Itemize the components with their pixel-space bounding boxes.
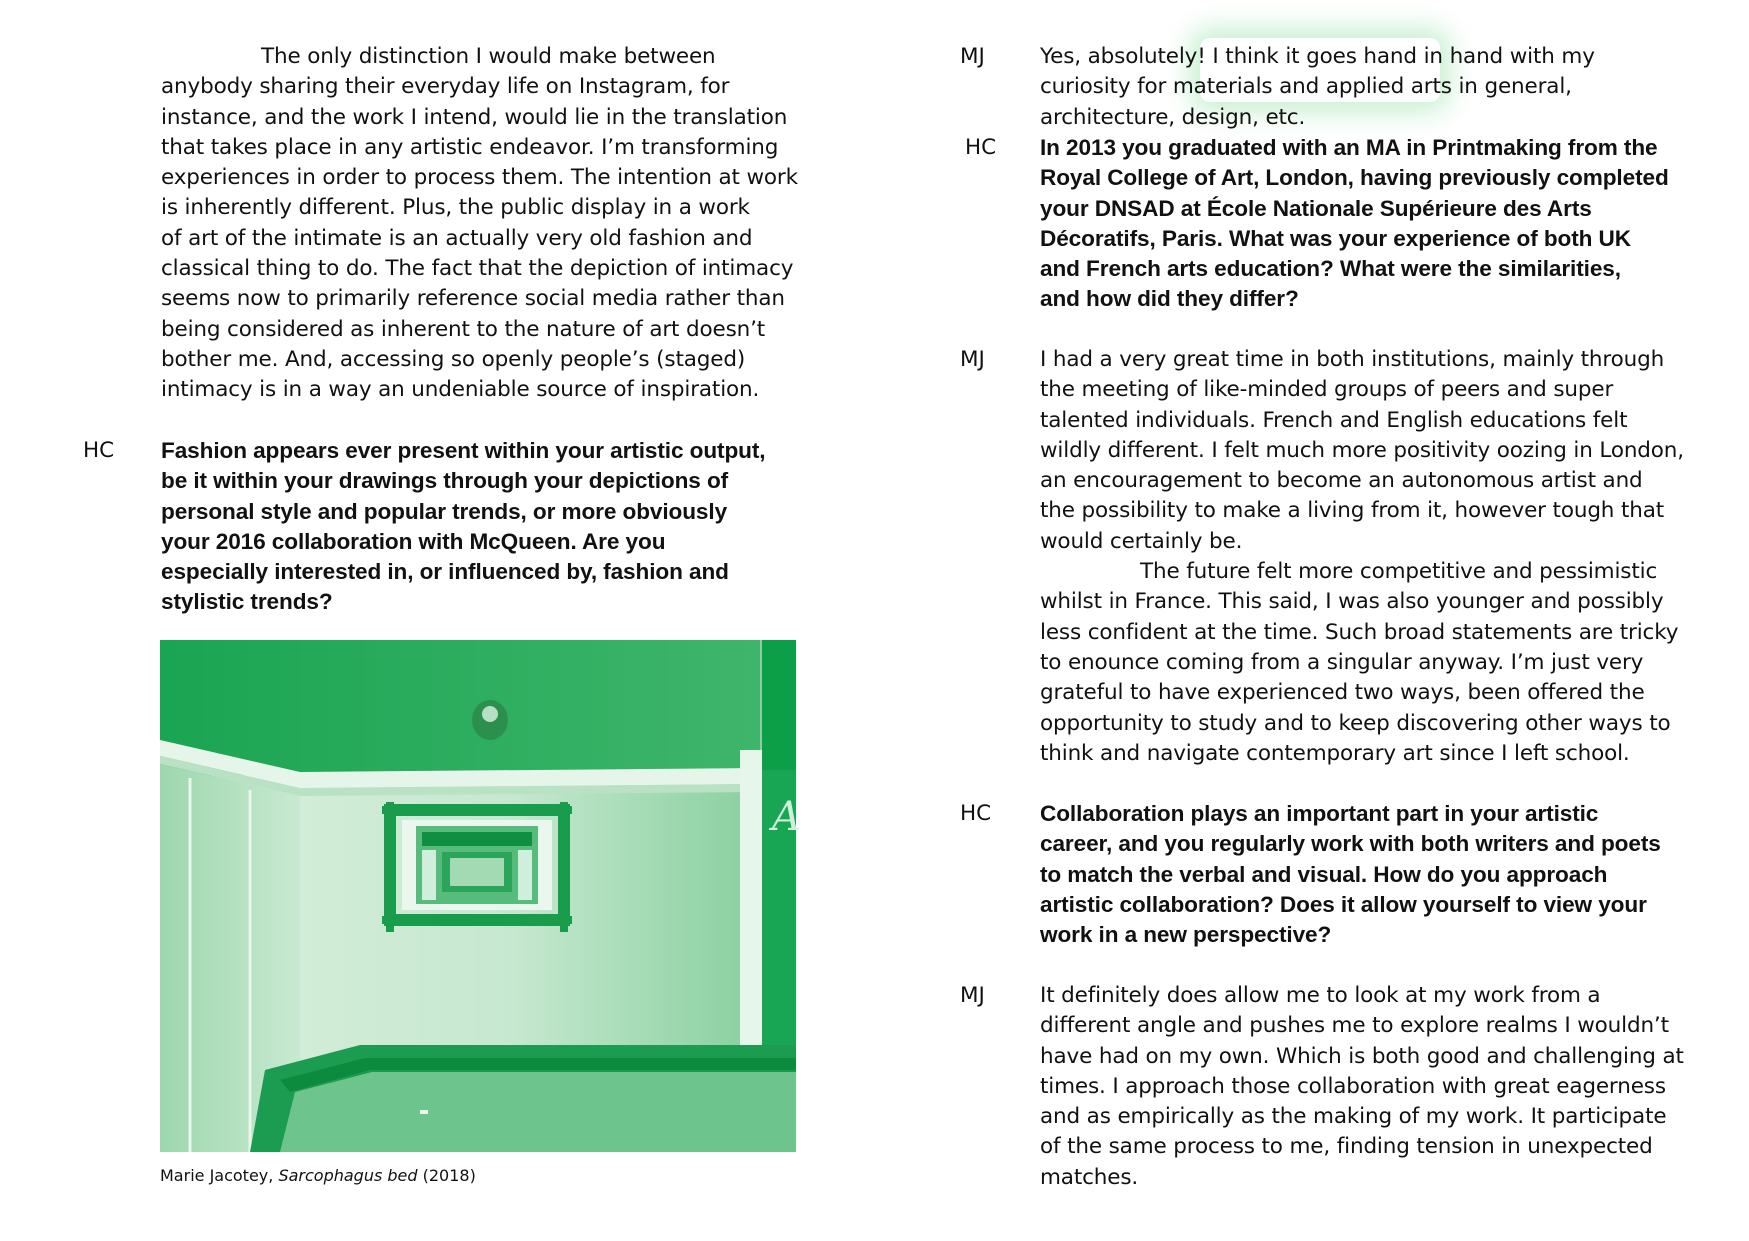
- photo-caption: Marie Jacotey, Sarcophagus bed (2018): [160, 1166, 476, 1185]
- question-text: Collaboration plays an important part in your artistic career, and you regularly work with both writers and poets to match the verbal and visual. How do you approach artistic collaboration? Does it allow yourself to view your work in a new perspective?: [1040, 801, 1661, 948]
- paragraph-text: The only distinction I would make between anybody sharing their everyday life on Instagram, for instance, and the work I intend, would lie in the translation that takes place in any artistic endeavor. I’m transforming experiences in order to process them. The intention at work is inherently different. Plus, the public display in a work of art of the intimate is an actually very old fashion and classical thing to do. The fact that the depiction of intimacy seems now to primarily reference social media rather than being considered as inherent to the nature of art doesn’t bother me. And, accessing so openly people’s (staged) intimacy is in a way an undeniable source of inspiration.: [161, 44, 798, 403]
- question-fashion: [161, 436, 861, 618]
- answer-text-continued: The future felt more competitive and pessimistic whilst in France. This said, I was also younger and possibly less confident at the time. Such broad statements are tricky to enounce coming from a singular anyway. I’m just very grateful to have experienced two ways, been offered the opportunity to study and to keep discovering other ways to think and navigate contemporary art since I left school.: [1040, 559, 1679, 766]
- svg-text:A: A: [772, 794, 801, 840]
- answer-collaboration: [1040, 981, 1740, 1193]
- question-collaboration: [1040, 799, 1740, 950]
- speaker-label-hc: HC: [83, 438, 115, 463]
- answer-materials: [1040, 42, 1740, 133]
- answer-text: Yes, absolutely! I think it goes hand in hand with my curiosity for materials and applied arts in general, architecture, design, etc.: [1040, 44, 1595, 130]
- answer-text: It definitely does allow me to look at my work from a different angle and pushes me to explore realms I wouldn’t have had on my own. Which is both good and challenging at times. I approach those collaboration with great eagerness and as empirically as the making of my work. It participate of the same process to me, finding tension in unexpected matches.: [1040, 983, 1684, 1190]
- answer-text: I had a very great time in both institutions, mainly through the meeting of like-minded groups of peers and super talented individuals. French and English educations felt wildly different. I felt much more positivity oozing in London, an encouragement to become an autonomous artist and the possibility to make a living from it, however tough that would certainly be.: [1040, 347, 1684, 554]
- speaker-label-hc: HC: [965, 135, 997, 160]
- artwork-photo: [160, 640, 801, 1152]
- answer-education: [1040, 345, 1740, 769]
- speaker-label-mj: MJ: [960, 983, 985, 1008]
- caption-title: Sarcophagus bed: [278, 1166, 418, 1185]
- speaker-label-mj: MJ: [960, 44, 985, 69]
- speaker-label-hc: HC: [960, 801, 992, 826]
- speaker-label-mj: MJ: [960, 347, 985, 372]
- right-page: [875, 0, 1749, 1241]
- question-education: [1040, 133, 1740, 315]
- question-text: Fashion appears ever present within your artistic output, be it within your drawings through your depictions of personal style and popular trends, or more obviously your 2016 collaboration with McQueen. Are you especially interested in, or influenced by, fashion and stylistic trends?: [161, 438, 766, 615]
- paragraph-intimacy: [161, 42, 861, 406]
- question-text: In 2013 you graduated with an MA in Printmaking from the Royal College of Art, London, having previously completed your DNSAD at École Nationale Supérieure des Arts Décoratifs, Paris. What was your experience of both UK and French arts education? What were the similarities, and how did they differ?: [1040, 135, 1669, 312]
- sarcophagus-bed-image: [160, 640, 801, 1152]
